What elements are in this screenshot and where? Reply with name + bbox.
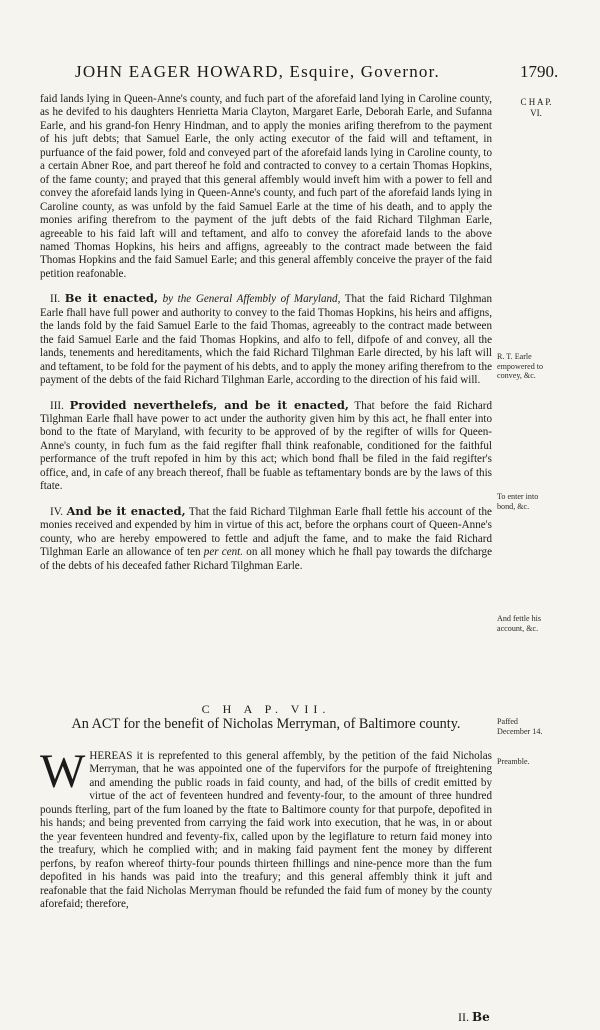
preamble-paragraph [40,745,492,911]
header-year: 1790. [520,62,559,81]
running-header [0,62,600,88]
section-2-text: That the faid Richard Tilghman Earle fhall have full power and authority to convey to the faid Thomas Hopkins, his heirs and affigns, the lands fold by the faid Samuel Earle to the faid Thomas, agreeably to the contract made between the faid Samuel Earle and the faid Thomas Hopkins, and alfo to fell, difpofe of and convey, all the lands, tenements and hereditaments, which the faid Richard Tilghman Earle directed, by his laft will and teftament, to be fold for the payment of his debts, and to apply the money arifing therefrom to the payment of the debts of the faid Richard Tilghman Earle, according to the direction of his faid will. [40,293,492,387]
preamble-text: HEREAS it is reprefented to this general affembly, by the petition of the faid Nicholas Merryman, that he was appointed one of the fupervifors for the purpofe of ftreightening and amending the public roads in faid county, and had, of the bills of credit emitted by virtue of the act of feventeen hundred and feventy-four, to the amount of three hundred pounds fterling, part of the fum loaned by the ftate to Baltimore county for that purpofe, depofited in his hands; and being prevented from carrying the faid work into execution, that he was, in or about the year feventeen hundred and feventy-fix, called upon by the legiflature to return faid money into the treafury, which he complied with; and in making faid payment fent the money by different perfons, by reafon whereof thirty-four pounds thirteen fhillings and nine-pence more than the fum depofited in his hands was paid into the treafury; and this general affembly think it juft and reafonable that the faid Nicholas Merryman fhould be refunded the faid fum of money by the county aforefaid; therefore, [40,750,492,910]
chapter-margin-word: C H A P. [520,97,552,107]
margin-note-preamble: Preamble. [497,757,530,766]
header-title: JOHN EAGER HOWARD, Esquire, Governor. [75,62,441,81]
margin-note-passed: Paffed December 14. [497,717,543,736]
section-3-text: That before the faid Richard Tilghman Earle fhall have power to act under the authority given him by this act, he fhall enter into bond to the ftate of Maryland, with fecurity to be approved of by the regifter of wills for Queen-Anne's county, in fuch fum as the faid regifter fhall think reafonable, conditioned for the faithful performance of the truft repofed in him by this act; which bond fhall be filed in the faid regifter's office, and, in cafe of any breach thereof, fhall be fuable as teftamentary bonds are by the laws of this ftate. [40,399,492,493]
section-4-text-b: on all money which he fhall pay towards the difcharge of the debts of his deceafed father Richard Tilghman Earle. [40,546,493,572]
section-2-enact: Be it enacted, [64,291,158,306]
section-2-authority: by the General Affembly of Maryland, [162,293,341,306]
catchword-number: II. [458,1010,469,1024]
margin-note-section-2: R. T. Earle empowered to convey, &c. [497,352,544,380]
paragraph-intro: faid lands lying in Queen-Anne's county, and fuch part of the aforefaid land lying in Caroline county, as he devifed to his daughters Henrietta Maria Clayton, Margaret Earle, Deborah Earle, and Sufanna Earle, and his grand-fon Henry Hindman, and to apply the monies arifing therefrom to the payment of his juft debts; that Samuel Earle, the only acting executor of the faid will and teftament, in purfuance of the faid power, fold and conveyed part of the aforefaid lands lying in Caroline county, to a certain Abner Roe, and part thereof he fold and contracted to convey to a certain Thomas Hopkins, of the fame county; and prayed that this general affembly would inveft him with a power to fell and convey the aforefaid lands lying in Queen-Anne's county, and fuch part of the aforefaid lands lying in Caroline county, as was unfold by the faid Samuel Earle at the time of his death, and to apply the monies arifing therefrom to the payment of the juft debts of the faid Richard Tilghman Earle, agreeable to his faid laft will and teftament, and alfo to convey the aforefaid lands to the above named Thomas Hopkins, his heirs and affigns, agreeably to the contract made between the faid Thomas Hopkins and the faid Samuel Earle; and this general affembly conceive the prayer of the faid petition reafonable. [40,93,492,280]
catchword [458,1010,490,1025]
chapter-margin-label [516,97,556,119]
section-4 [40,505,492,573]
main-text [40,93,492,584]
chapter-margin-number: VI. [530,108,542,118]
section-2 [40,292,492,387]
margin-note-section-3: To enter into bond, &c. [497,492,539,511]
section-4-text-a: That the faid Richard Tilghman Earle fhall fettle his account of the monies received and expended by him in virtue of this act, before the orphans court of Queen-Anne's county, who are hereby empowered to fettle and adjuft the fame, and to make the faid Richard Tilghman Earle an allowance of ten [40,505,492,559]
chapter-7-title: An ACT for the benefit of Nicholas Merryman, of Baltimore county. [71,716,461,732]
drop-cap: W [40,745,86,798]
chapter-7-heading: C H A P. VII. [201,702,331,716]
section-2-number: II. [50,293,61,306]
section-4-per-cent: per cent. [203,546,244,559]
section-3-enact: Provided neverthelefs, and be it enacted, [69,397,349,412]
section-3-number: III. [50,399,64,412]
section-3 [40,399,492,494]
catchword-word: Be [472,1010,490,1024]
section-4-enact: And be it enacted, [66,503,186,518]
section-4-number: IV. [50,505,64,518]
margin-note-section-4: And fettle his account, &c. [497,614,542,633]
